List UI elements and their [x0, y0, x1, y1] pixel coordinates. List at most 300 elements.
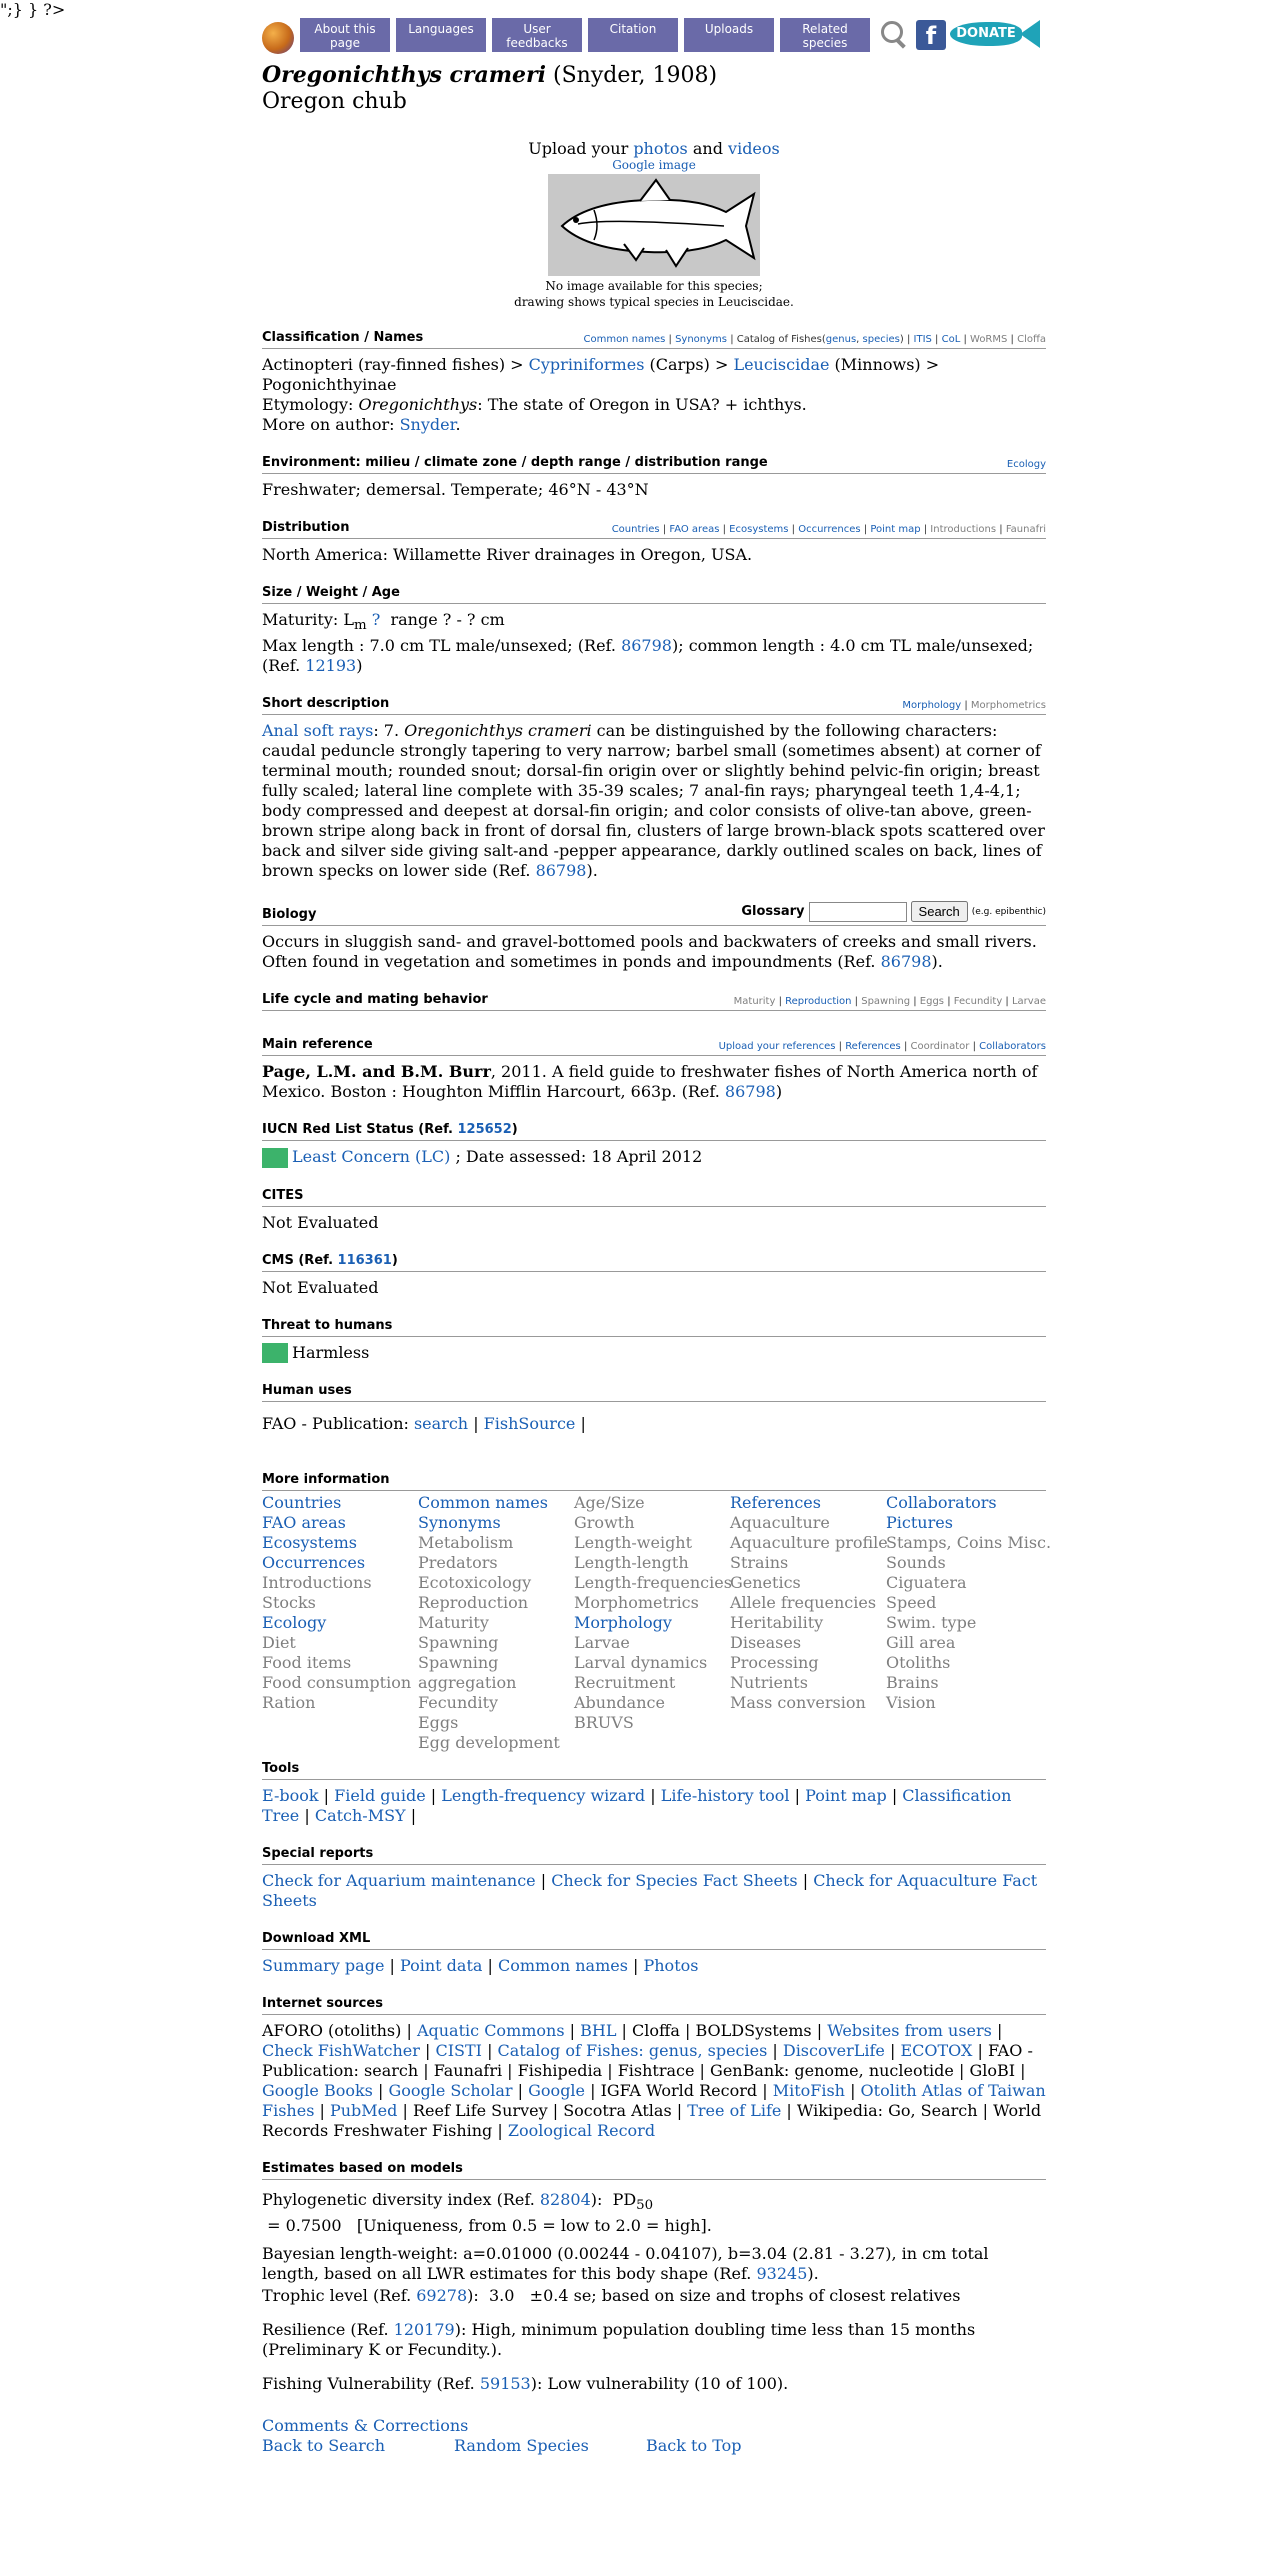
more-info-stocks: Stocks — [262, 1593, 316, 1613]
glossary-label: Glossary — [741, 904, 805, 920]
source-socotra-atlas-text: Socotra Atlas — [563, 2101, 672, 2121]
glossary-example: (e.g. epibenthic) — [971, 906, 1046, 917]
bl-text: Bayesian length-weight: a=0.01000 (0.00244 - 0.04107), b=3.04 (2.81 - 3.27), in cm total length, based on all LWR estimates for this body shape (Ref. — [262, 2244, 989, 2284]
download-xml-list: Summary page | Point data | Common names | Photos — [262, 1956, 699, 1976]
more-info-common-names[interactable]: Common names — [418, 1493, 548, 1513]
more-info-length-length: Length-length — [574, 1553, 689, 1573]
maturity-range: range ? - ? cm — [380, 610, 505, 629]
morphometrics-text: Morphometrics — [970, 700, 1046, 712]
more-info-aggregation: aggregation — [418, 1673, 517, 1693]
ecology-link[interactable]: Ecology — [1006, 459, 1046, 470]
more-info-ecology[interactable]: Ecology — [262, 1613, 327, 1633]
family-link[interactable]: Leuciscidae — [733, 355, 830, 374]
ecosystems-link[interactable]: Ecosystems — [729, 524, 789, 535]
fao-pub-label: FAO - Publication: — [262, 1414, 414, 1434]
more-info-food-consumption: Food consumption — [262, 1673, 412, 1693]
cloffa-text: Cloffa — [1017, 334, 1046, 345]
fao-search-link[interactable]: search — [413, 1414, 469, 1434]
glossary-search — [741, 901, 1046, 922]
more-info-fao-areas[interactable]: FAO areas — [262, 1513, 346, 1533]
more-info-maturity: Maturity — [418, 1613, 489, 1633]
donate-button[interactable] — [950, 18, 1040, 50]
fv-end: ): Low vulnerability (10 of 100). — [530, 2374, 789, 2394]
source-world-records-freshwater-fishing-text: World Records Freshwater Fishing — [262, 2101, 1042, 2141]
life-cycle-header — [262, 992, 1046, 1011]
more-info-speed: Speed — [886, 1593, 937, 1613]
xml-photos-link[interactable]: Photos — [643, 1956, 699, 1976]
source-websites-from-users-link[interactable]: Websites from users — [827, 2021, 992, 2041]
maturity-help-link[interactable]: ? — [371, 610, 381, 629]
more-info-aquaculture-profile: Aquaculture profile — [730, 1533, 888, 1553]
more-info-food-items: Food items — [262, 1653, 352, 1673]
resilience — [262, 2320, 1046, 2360]
common-names-link[interactable]: Common names — [583, 334, 666, 345]
human-end: | — [575, 1414, 586, 1434]
source-catalog-of-fishes-genus-species-link[interactable]: Catalog of Fishes: genus, species — [497, 2041, 768, 2061]
maturity-pre: Maturity: L — [262, 610, 354, 629]
source-fishipedia-text: Fishipedia — [517, 2061, 603, 2081]
classification-header — [262, 330, 1046, 349]
phylo-diversity — [262, 2190, 1046, 2236]
occurrences-link[interactable]: Occurrences — [798, 524, 861, 535]
more-info-column — [574, 1493, 730, 1753]
globe-logo-icon[interactable] — [262, 22, 294, 54]
classification-label: Classification / Names — [262, 330, 424, 345]
cms-label-text: CMS (Ref. — [262, 1252, 338, 1268]
source-pubmed-link[interactable]: PubMed — [329, 2101, 398, 2121]
anal-soft-rays-link[interactable]: Anal soft rays — [262, 721, 374, 741]
short-desc-text — [262, 721, 1046, 881]
videos-link[interactable]: videos — [728, 139, 780, 158]
cof-species-link[interactable]: species — [862, 334, 900, 345]
more-info-spawning: Spawning — [418, 1633, 499, 1653]
special-check-for-aquaculture-fact-sheets-link[interactable]: Check for Aquaculture Fact Sheets — [262, 1871, 1038, 1911]
more-info-age-size: Age/Size — [574, 1493, 645, 1513]
more-info-growth: Growth — [574, 1513, 635, 1533]
comments-corrections-link[interactable]: Comments & Corrections — [262, 2416, 469, 2436]
biology-ref-link[interactable]: 86798 — [880, 952, 932, 972]
reproduction-link[interactable]: Reproduction — [785, 996, 852, 1008]
more-info-otoliths: Otoliths — [886, 1653, 951, 1673]
biology-body: Occurs in sluggish sand- and gravel-bottomed pools and backwaters of creeks and small rivers. Often found in vegetation and sometimes in ponds and impoundments (Ref. — [262, 932, 1037, 972]
iucn-status-swatch — [262, 1148, 288, 1168]
short-desc-header: Short description Morphology | Morphometrics — [262, 696, 1046, 715]
more-info-swim-type: Swim. type — [886, 1613, 977, 1633]
res-pre: Resilience (Ref. — [262, 2320, 394, 2340]
tools-list: E-book | Field guide | Length-frequency wizard | Life-history tool | Point map | Classification Tree | Catch-MSY | — [262, 1786, 1012, 1826]
more-info-vision: Vision — [886, 1693, 936, 1713]
environment-header — [262, 455, 1046, 474]
environment-label: Environment: milieu / climate zone / depth range / distribution range — [262, 455, 768, 470]
cof-label: Catalog of Fishes( — [736, 334, 826, 345]
cof-end: ) — [899, 334, 904, 345]
short-p2: can be distinguished by the following characters: caudal peduncle strongly tapering to very narrow; barbel small (sometimes absent) at corner of terminal mouth; rounded snout; dorsal-fin origin over or slightly behind pelvic-fin origin; breast fully scaled; lateral line complete with 35-39 scales; 7 anal-fin rays; pharyngeal teeth 1,4-4,1; body compressed and deepest at dorsal-fin origin; and color consists of olive-tan above, green-brown stripe along back in front of dorsal fin, clusters of large brown-black spots scattered over back and silver side giving salt-and -pepper appearance, darkly outlined scales on back, lines of brown specks on lower side (Ref. — [262, 721, 1045, 881]
main-ref-header — [262, 1037, 1046, 1056]
internet-sources-label: Internet sources — [262, 1996, 383, 2012]
footer — [262, 2416, 1046, 2456]
internet-sources-header — [262, 1996, 1046, 2015]
size-body — [262, 610, 1046, 676]
main-ref-label: Main reference — [262, 1037, 373, 1053]
source-check-fishwatcher-link[interactable]: Check FishWatcher — [262, 2041, 420, 2061]
special-check-for-species-fact-sheets-link[interactable]: Check for Species Fact Sheets — [551, 1871, 798, 1891]
human-sep: | — [468, 1414, 484, 1434]
iucn-label-end: ) — [511, 1122, 518, 1138]
fishsource-link[interactable]: FishSource — [483, 1414, 576, 1434]
more-info-spawning: Spawning — [418, 1653, 499, 1673]
distribution-header — [262, 520, 1046, 539]
iucn-ref-link[interactable]: 125652 — [457, 1122, 512, 1138]
tool-life-history-tool-link[interactable]: Life-history tool — [660, 1786, 790, 1806]
threat-label: Threat to humans — [262, 1317, 393, 1333]
image-caption-1: No image available for this species; — [545, 279, 763, 293]
short-desc-label: Short description — [262, 696, 390, 712]
author-pre: More on author: — [262, 415, 400, 434]
eggs-text: Eggs — [919, 996, 945, 1008]
life-cycle-label: Life cycle and mating behavior — [262, 992, 488, 1008]
more-info-diseases: Diseases — [730, 1633, 802, 1653]
fecundity-text: Fecundity — [953, 996, 1003, 1008]
etymology-text: The state of Oregon in USA? + ichthys. — [487, 395, 807, 414]
more-info-length-weight: Length-weight — [574, 1533, 693, 1553]
more-info-nutrients: Nutrients — [730, 1673, 808, 1693]
class-path-3: (Minnows) > Pogonichthyinae — [262, 355, 940, 394]
glossary-input[interactable] — [809, 902, 907, 922]
donate-label: DONATE — [950, 22, 1022, 46]
more-info-processing: Processing — [730, 1653, 819, 1673]
human-uses-header — [262, 1383, 1046, 1402]
more-info-bruvs: BRUVS — [574, 1713, 634, 1733]
ref-end: ) — [775, 1082, 783, 1102]
estimates-header — [262, 2161, 1046, 2180]
donate-fish-tail-icon — [1020, 20, 1040, 48]
cms-ref-link[interactable]: 116361 — [337, 1252, 392, 1268]
class-path-2: (Carps) > — [644, 355, 734, 374]
faunafri-text: Faunafri — [1005, 524, 1046, 535]
scientific-name: Oregonichthys crameri — [262, 62, 547, 88]
collaborators-link[interactable]: Collaborators — [979, 1041, 1046, 1053]
res-end: ): High, minimum population doubling time less than 15 months (Preliminary K or Fecundity.). — [262, 2320, 976, 2360]
tool-catch-msy-link[interactable]: Catch-MSY — [314, 1806, 406, 1826]
iucn-label-text: IUCN Red List Status (Ref. — [262, 1122, 458, 1138]
top-nav — [262, 18, 1046, 58]
distribution-links: Countries | FAO areas | Ecosystems | Occurrences | Point map | Introductions | Faunafri — [611, 524, 1046, 535]
special-reports-list: Check for Aquarium maintenance | Check for Species Fact Sheets | Check for Aquaculture Fact Sheets — [262, 1871, 1038, 1911]
tool-field-guide-link[interactable]: Field guide — [334, 1786, 426, 1806]
tools-header — [262, 1761, 1046, 1780]
more-info-larvae: Larvae — [574, 1633, 630, 1653]
tab-about[interactable]: About this page — [300, 18, 390, 52]
page-title — [262, 62, 1046, 89]
trophic-level — [262, 2286, 1046, 2306]
cms-text: Not Evaluated — [262, 1277, 379, 1297]
more-info-column — [418, 1493, 574, 1753]
species-page — [262, 18, 1052, 2456]
more-info-pictures[interactable]: Pictures — [886, 1513, 953, 1533]
classification-body — [262, 355, 1046, 435]
spawning-text: Spawning — [861, 996, 911, 1008]
references-link[interactable]: References — [845, 1041, 901, 1053]
threat-text: Harmless — [292, 1342, 370, 1362]
threat-body — [262, 1343, 1046, 1364]
tools-label: Tools — [262, 1761, 300, 1777]
source-wikipedia-go-search-text: Wikipedia: Go, Search — [796, 2101, 978, 2121]
more-info-introductions: Introductions — [262, 1573, 372, 1593]
iucn-date: ; Date assessed: 18 April 2012 — [450, 1147, 703, 1167]
more-info-strains: Strains — [730, 1553, 789, 1573]
back-to-top-link[interactable]: Back to Top — [646, 2436, 742, 2456]
main-ref-links: Upload your references | References | Coordinator | Collaborators — [718, 1041, 1046, 1053]
more-info-morphology[interactable]: Morphology — [574, 1613, 672, 1633]
source-google-link[interactable]: Google — [528, 2081, 586, 2101]
order-link[interactable]: Cypriniformes — [528, 355, 645, 374]
tl-ref-link[interactable]: 69278 — [416, 2286, 468, 2306]
pd-mid: ): PD — [590, 2190, 637, 2210]
upload-block — [262, 139, 1046, 310]
special-check-for-aquarium-maintenance-link[interactable]: Check for Aquarium maintenance — [262, 1871, 536, 1891]
tab-user-feedbacks[interactable]: User feedbacks — [492, 18, 582, 52]
biology-end: ). — [931, 952, 943, 972]
tool-e-book-link[interactable]: E-book — [262, 1786, 319, 1806]
introductions-text: Introductions — [930, 524, 997, 535]
cites-header — [262, 1188, 1046, 1207]
more-info-genetics: Genetics — [730, 1573, 801, 1593]
cites-label: CITES — [262, 1187, 304, 1203]
photos-link[interactable]: photos — [633, 139, 688, 158]
size-header — [262, 585, 1046, 604]
more-info-collaborators[interactable]: Collaborators — [886, 1493, 997, 1513]
more-info-ecotoxicology: Ecotoxicology — [418, 1573, 532, 1593]
col-link[interactable]: CoL — [941, 334, 961, 345]
back-to-search-link[interactable]: Back to Search — [262, 2436, 386, 2456]
pd-pre: Phylogenetic diversity index (Ref. — [262, 2190, 540, 2210]
more-info-column — [730, 1493, 886, 1753]
cms-label — [262, 1253, 398, 1268]
coordinator-text: Coordinator — [910, 1041, 970, 1053]
facebook-icon[interactable]: f — [916, 20, 946, 50]
biology-text — [262, 932, 1046, 972]
point-map-link[interactable]: Point map — [870, 524, 921, 535]
etymology-word: Oregonichthys — [358, 395, 478, 414]
pd-sub: 50 — [636, 2198, 654, 2214]
internet-sources-list: AFORO (otoliths) | Aquatic Commons | BHL | Cloffa | BOLDSystems | Websites from users | Check FishWatcher | CISTI | Catalog of Fishes: genus, species | DiscoverLife | ECOTOX | FAO - Publication: search | Faunafri | Fishipedia | Fishtrace | GenBank: genome, nucleotide | GloBI | Google Books | Google Scholar | Google | IGFA World Record | MitoFish | Otolith Atlas of Taiwan Fishes | PubMed | Reef Life Survey | Socotra Atlas | Tree of Life | Wikipedia: Go, Search | World Records Freshwater Fishing | Zoological Record — [262, 2021, 1046, 2141]
source-aforo-otoliths-text: AFORO (otoliths) — [262, 2021, 402, 2041]
pd-end: = 0.7500 [Uniqueness, from 0.5 = low to 2.0 = high]. — [262, 2216, 712, 2236]
more-info-column — [262, 1493, 418, 1753]
source-mitofish-link[interactable]: MitoFish — [772, 2081, 845, 2101]
source-aquatic-commons-link[interactable]: Aquatic Commons — [416, 2021, 565, 2041]
random-species-link[interactable]: Random Species — [454, 2436, 589, 2456]
human-uses-body — [262, 1414, 1046, 1434]
size-label: Size / Weight / Age — [262, 585, 400, 600]
more-info-reproduction: Reproduction — [418, 1593, 529, 1613]
biology-header — [262, 901, 1046, 926]
source-bhl-link[interactable]: BHL — [580, 2021, 617, 2041]
life-cycle-links: Maturity | Reproduction | Spawning | Eggs | Fecundity | Larvae — [733, 996, 1046, 1008]
distribution-label: Distribution — [262, 520, 350, 535]
upload-and: and — [687, 139, 729, 158]
more-info-column — [886, 1493, 1052, 1753]
res-ref-link[interactable]: 120179 — [393, 2320, 455, 2340]
download-xml-label: Download XML — [262, 1931, 371, 1947]
more-info-sounds: Sounds — [886, 1553, 946, 1573]
xml-common-names-link[interactable]: Common names — [497, 1956, 628, 1976]
more-info-ciguatera: Ciguatera — [886, 1573, 967, 1593]
source-cisti-link[interactable]: CISTI — [435, 2041, 482, 2061]
fao-areas-link[interactable]: FAO areas — [669, 524, 720, 535]
more-info-abundance: Abundance — [574, 1693, 665, 1713]
more-info-brains: Brains — [886, 1673, 939, 1693]
author-year: (Snyder, 1908) — [553, 63, 718, 88]
cms-label-end: ) — [391, 1252, 398, 1268]
more-info-length-frequencies: Length-frequencies — [574, 1573, 732, 1593]
short-species: Oregonichthys crameri — [404, 721, 592, 741]
source-cloffa-text: Cloffa — [632, 2021, 680, 2041]
source-boldsystems-text: BOLDSystems — [695, 2021, 812, 2041]
more-info-stamps-coins-misc: Stamps, Coins Misc. — [886, 1533, 1052, 1553]
tool-classification-tree-link[interactable]: Classification Tree — [262, 1786, 1012, 1826]
bl-end: ). — [807, 2264, 819, 2284]
short-ref-link[interactable]: 86798 — [535, 861, 587, 881]
source-google-books-link[interactable]: Google Books — [262, 2081, 373, 2101]
tab-citation[interactable]: Citation — [588, 18, 678, 52]
tab-languages[interactable]: Languages — [396, 18, 486, 52]
stray-php-text: ";} } ?> — [0, 0, 66, 19]
more-info-label: More information — [262, 1472, 390, 1488]
more-info-heritability: Heritability — [730, 1613, 824, 1633]
source-otolith-atlas-of-taiwan-fishes-link[interactable]: Otolith Atlas of Taiwan Fishes — [262, 2081, 1046, 2121]
main-ref-link[interactable]: 86798 — [724, 1082, 776, 1102]
google-image-link[interactable]: Google image — [612, 158, 696, 172]
source-genbank-genome-nucleotide-text: GenBank: genome, nucleotide — [710, 2061, 954, 2081]
xml-summary-page-link[interactable]: Summary page — [262, 1956, 385, 1976]
source-google-scholar-link[interactable]: Google Scholar — [388, 2081, 513, 2101]
author-end: . — [455, 415, 461, 434]
more-info-diet: Diet — [262, 1633, 296, 1653]
source-discoverlife-link[interactable]: DiscoverLife — [782, 2041, 885, 2061]
more-info-occurrences[interactable]: Occurrences — [262, 1553, 366, 1573]
iucn-header — [262, 1122, 1046, 1141]
download-xml-header — [262, 1931, 1046, 1950]
cms-header — [262, 1253, 1046, 1272]
worms-text: WoRMS — [970, 334, 1008, 345]
tool-length-frequency-wizard-link[interactable]: Length-frequency wizard — [441, 1786, 646, 1806]
iucn-label — [262, 1122, 518, 1137]
maxlen-end: ) — [356, 656, 363, 676]
fishing-vulnerability — [262, 2374, 1046, 2394]
iucn-body — [262, 1147, 1046, 1168]
more-info-morphometrics: Morphometrics — [574, 1593, 699, 1613]
tl-end: ): 3.0 ±0.4 se; based on size and trophs of closest relatives — [467, 2286, 961, 2306]
source-fishtrace-text: Fishtrace — [617, 2061, 695, 2081]
tab-uploads[interactable]: Uploads — [684, 18, 774, 52]
bl-ref-link[interactable]: 93245 — [756, 2264, 808, 2284]
source-faunafri-text: Faunafri — [433, 2061, 503, 2081]
more-info-header — [262, 1472, 1046, 1491]
tool-point-map-link[interactable]: Point map — [805, 1786, 887, 1806]
biology-label: Biology — [262, 907, 317, 923]
source-reef-life-survey-text: Reef Life Survey — [412, 2101, 548, 2121]
short-p1: : 7. — [373, 721, 405, 741]
image-caption-2: drawing shows typical species in Leuciscidae. — [514, 295, 794, 309]
synonyms-link[interactable]: Synonyms — [675, 334, 728, 345]
glossary-search-button[interactable]: Search — [911, 901, 968, 922]
larvae-text: Larvae — [1011, 996, 1046, 1008]
morphology-link[interactable]: Morphology — [902, 700, 962, 712]
more-info-references[interactable]: References — [730, 1493, 821, 1513]
more-info-ration: Ration — [262, 1693, 316, 1713]
pd-ref-link[interactable]: 82804 — [539, 2190, 591, 2210]
human-uses-label: Human uses — [262, 1383, 352, 1399]
special-reports-header — [262, 1846, 1046, 1865]
more-info-fecundity: Fecundity — [418, 1693, 499, 1713]
etymology-label: Etymology: — [262, 395, 359, 414]
bayesian-lw — [262, 2244, 1046, 2284]
more-info-metabolism: Metabolism — [418, 1533, 514, 1553]
more-info-allele-frequencies: Allele frequencies — [730, 1593, 877, 1613]
more-info-egg-development: Egg development — [418, 1733, 560, 1753]
distribution-text: North America: Willamette River drainages in Oregon, USA. — [262, 545, 753, 564]
upload-pre: Upload your — [528, 139, 634, 158]
fv-ref-link[interactable]: 59153 — [479, 2374, 531, 2394]
common-name: Oregon chub — [262, 89, 407, 114]
tl-pre: Trophic level (Ref. — [262, 2286, 417, 2306]
maturity-sub: m — [354, 618, 367, 634]
class-path-1: Actinopteri (ray-finned fishes) > — [262, 355, 529, 374]
short-end: ). — [586, 861, 598, 881]
source-zoological-record-link[interactable]: Zoological Record — [507, 2121, 656, 2141]
source-ecotox-link[interactable]: ECOTOX — [900, 2041, 973, 2061]
more-info-aquaculture: Aquaculture — [730, 1513, 830, 1533]
fish-drawing-image — [548, 174, 760, 276]
least-concern-link[interactable]: Least Concern (LC) — [292, 1147, 451, 1167]
cof-genus-link[interactable]: genus — [825, 334, 857, 345]
fv-pre: Fishing Vulnerability (Ref. — [262, 2374, 480, 2394]
more-info-grid — [262, 1493, 1052, 1753]
more-info-eggs: Eggs — [418, 1713, 459, 1733]
ref-authors: Page, L.M. and B.M. Burr — [262, 1062, 491, 1082]
size-ref1-link[interactable]: 86798 — [621, 636, 672, 656]
maxlen-mid: ); common length : 4.0 cm TL male/unsexed; (Ref. — [262, 636, 1034, 676]
upload-references-link[interactable]: Upload your references — [718, 1041, 836, 1053]
more-info-ecosystems[interactable]: Ecosystems — [262, 1533, 358, 1553]
main-ref-text — [262, 1062, 1046, 1102]
tab-related-species[interactable]: Related species — [780, 18, 870, 52]
ref-body: , 2011. A field guide to freshwater fishes of North America north of Mexico. Boston : Houghton Mifflin Harcourt, 663p. (Ref. — [262, 1062, 1038, 1102]
author-link[interactable]: Snyder — [399, 415, 456, 434]
countries-link[interactable]: Countries — [611, 524, 660, 535]
maturity-text: Maturity — [733, 996, 776, 1008]
source-fao-publication-search-text: FAO - Publication: search — [262, 2041, 1033, 2081]
more-info-mass-conversion: Mass conversion — [730, 1693, 866, 1713]
itis-link[interactable]: ITIS — [913, 334, 932, 345]
etymology-colon: : — [477, 395, 488, 414]
estimates-body — [262, 2190, 1046, 2394]
cites-text: Not Evaluated — [262, 1212, 379, 1232]
threat-header — [262, 1318, 1046, 1337]
xml-point-data-link[interactable]: Point data — [399, 1956, 483, 1976]
more-info-predators: Predators — [418, 1553, 498, 1573]
source-tree-of-life-link[interactable]: Tree of Life — [687, 2101, 782, 2121]
source-globi-text: GloBI — [969, 2061, 1016, 2081]
size-ref2-link[interactable]: 12193 — [305, 656, 357, 676]
more-info-countries[interactable]: Countries — [262, 1493, 342, 1513]
maxlen-pre: Max length : 7.0 cm TL male/unsexed; (Ref. — [262, 636, 622, 656]
environment-text: Freshwater; demersal. Temperate; 46°N - 43°N — [262, 480, 649, 499]
more-info-synonyms[interactable]: Synonyms — [418, 1513, 501, 1533]
estimates-label: Estimates based on models — [262, 2161, 463, 2177]
search-icon[interactable] — [878, 18, 910, 50]
